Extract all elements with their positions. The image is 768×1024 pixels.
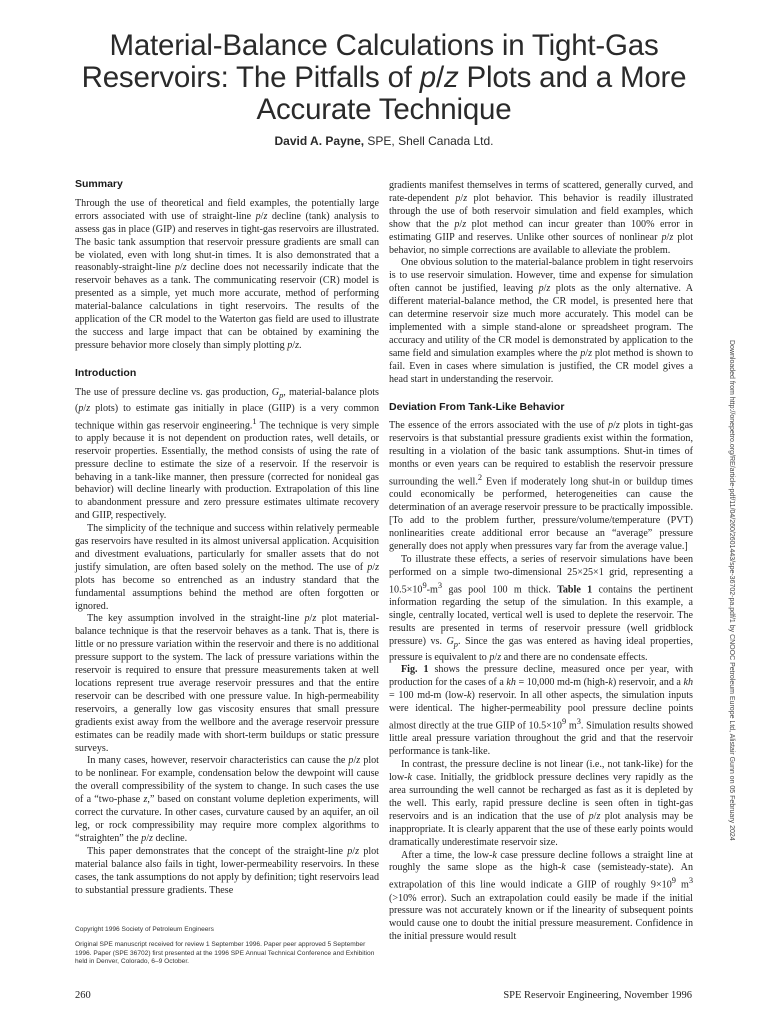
body-paragraph: Fig. 1 shows the pressure decline, measured once per year, with production for the cases of a kh = 10,000 md-m (high-k) reservoir, and a kh = 100 md-m (low-k) reservoir. In all other aspects, the simulation inputs were identical. The higher-permeability pool pressure decline points almost directly at the true GIIP of $10.5\times 10^9$ $m^3$. Simulation results showed little areal pressure variation throughout the grid and that the reservoir performance is tank-like.	[389, 664, 694, 758]
right-column	[389, 180, 693, 944]
body-paragraph: This paper demonstrates that the concept of the straight-line p/z plot material balance also fails in tight, lower-permeability reservoirs. In these cases, the tank assumptions do not apply by definition; tight reservoirs lead to substantial pressure gradients. These	[75, 845, 379, 896]
body-paragraph: One obvious solution to the material-balance problem in tight reservoirs is to use reservoir simulation. However, time and expense for simulation often cannot be justified, leaving p/z plots as the only alternative. A different material-balance method, the CR model, is presented here that can determine reservoir size much more accurately. This model can be implemented with a simple stand-alone or spreadsheet program. The accuracy and utility of the CR model is demonstrated by application to the same field and simulation examples where the p/z plot method is shown to fail. Even in cases where simulation is justified, the CR model gives a head start in understanding the reservoir.	[389, 257, 693, 385]
manuscript-note: Original SPE manuscript received for review 1 September 1996. Paper peer approved 5 September 1996. Paper (SPE 36702) first presented at the 1996 SPE Annual Technical Conference and Exhibition held in Denver, Colorado, 6–9 October.	[75, 941, 375, 966]
section-heading: Summary	[75, 178, 123, 190]
author-name: David A. Payne,	[274, 134, 365, 148]
left-column	[75, 178, 379, 897]
page-number: 260	[75, 990, 91, 1001]
body-paragraph: In many cases, however, reservoir characteristics can cause the p/z plot to be nonlinear. For example, condensation below the dewpoint will cause the overall compressibility of the system to change. In such cases the use of a “two-phase z,” based on constant volume depletion experiments, will correct the curvature. In other cases, curvature caused by an aquifer, an oil leg, or rock compressibility may require more complex algorithms to “straighten” the p/z decline.	[75, 755, 379, 844]
section-heading: Deviation From Tank-Like Behavior	[389, 400, 565, 413]
author-line	[60, 134, 708, 148]
article-title: Material-Balance Calculations in Tight-Gas Reservoirs: The Pitfalls of p/z Plots and a More Accurate Technique	[81, 29, 687, 126]
body-paragraph: The essence of the errors associated with the use of p/z plots in tight-gas reservoirs is that substantial pressure gradients exist within the formation, resulting in a violation of the basic tank assumptions. Shut-in times of months or even years can be required to establish the reservoir pressure surrounding the well.$^2$ Even if moderately long shut-in or buildup times could economically be performed, heterogeneities can cause the determination of an average reservoir pressure to be practically impossible. [To add to the problem further, pressure/volume/temperature (PVT) nonlinearities create additional error because an “average” pressure generally does not apply when pressures vary far from the average value.]	[389, 420, 693, 552]
body-paragraph: Through the use of theoretical and field examples, the potentially large errors associated with use of straight-line p/z decline (tank) analysis to assess gas in place (GIP) and reserves in tight-gas reservoirs are illustrated. The basic tank assumption that reservoir pressure gradients are small can be violated, even with long shut-in times. It is also demonstrated that a reasonably-straight-line p/z decline does not necessarily indicate that the reservoir behaves as a tank. The communicating reservoir (CR) model is presented as a simple, yet much more accurate, method of performing material-balance calculations in tight reservoirs. The results of the application of the CR model to the Waterton gas field are used to illustrate the success and large impact that can be obtained by examining the pressure behavior more closely than simply plotting p/z.	[75, 197, 379, 351]
body-paragraph: In contrast, the pressure decline is not linear (i.e., not tank-like) for the low-k case. Initially, the gridblock pressure declines very rapidly as the area surrounding the well cannot be recharged as fast as it is depleted by the well. This early, rapid pressure decline is seen often in tight-gas reservoirs and is an indication that the use of p/z plot analysis may be inappropriate. It is clearly apparent that the use of these early points would dramatically underestimate reservoir size.	[389, 759, 693, 848]
copyright-note: Copyright 1996 Society of Petroleum Engineers	[75, 926, 214, 933]
body-paragraph: The use of pressure decline vs. gas production, $G_p$, material-balance plots (p/z plots) to estimate gas initially in place (GIIP) is a very common technique within gas reservoir engineering.$^1$ The technique is very simple to apply because it is not dependent on production rates, well details, or reservoir properties. Essentially, the method consists of using the rate of pressure decline to estimate the size of a reservoir. If the reservoir is behaving in a tank-like manner, then pressure (corrected for nonideal gas behavior) will decline linearly with production. Extrapolation of this line to abandonment pressure and zero pressure estimates ultimate recovery and GIIP, respectively.	[75, 386, 379, 522]
download-notice: Downloaded from http://onepetro.org/RE/article-pdf/11/04/260/2601443/spe-36702-pa.pdf/1 by CNOOC Petroleum Europe Ltd, Alistair Gunn on 05 February 2024	[728, 340, 735, 841]
body-paragraph: The simplicity of the technique and success within relatively permeable gas reservoirs have resulted in its almost universal application. Acquisition and divestment evaluations, particularly for smaller assets that do not justify simulation, are often based solely on the method. The use of p/z plots has become so entrenched as an industry standard that the fundamental assumptions behind the method are often forgotten or ignored.	[75, 523, 379, 612]
body-paragraph: The key assumption involved in the straight-line p/z plot material-balance technique is that the reservoir behaves as a tank. That is, there is little or no pressure variation within the reservoir and there is no additional pressure support to the system. The lack of pressure variations within the reservoir is required to ensure that pressure measurements taken at well locations represent true average reservoir pressures and that the entire reservoir can be described with one pressure value. In high-permeability reservoirs, a generally low gas viscosity ensures that small pressure gradients exist away from the wellbore and the average reservoir pressure estimates can be readily made with short-term buildups or static pressure surveys.	[75, 613, 379, 754]
section-heading: Introduction	[75, 366, 137, 379]
body-paragraph: gradients manifest themselves in terms of scattered, generally curved, and rate-dependent p/z plot behavior. This behavior is readily illustrated through the use of both reservoir simulation and field examples, which show that the p/z plot method can incur greater than 100% error in estimating GIIP and reserves. Unlike other sources of nonlinear p/z plot behavior, no simple corrections are available to alleviate the problem.	[389, 180, 694, 256]
body-paragraph: To illustrate these effects, a series of reservoir simulations have been performed on a simple two-dimensional 25×25×1 grid, representing a $10.5\times 10^9-m^3$ gas pool 100 m thick. Table 1 contains the pertinent information regarding the setup of the simulation. In this example, a single, centrally located, vertical well is used to deplete the reservoir. The results are presented in terms of reservoir pressure (well gridblock pressure) vs. $G_p$. Since the gas was entered as having ideal properties, pressure is equivalent to p/z and there are no condensate effects.	[389, 553, 693, 663]
footnotes	[75, 926, 379, 974]
author-affiliation: SPE, Shell Canada Ltd.	[364, 134, 494, 148]
body-paragraph: After a time, the low-k case pressure decline follows a straight line at roughly the same slope as the high-k case (semisteady-state). An extrapolation of this line would indicate a GIIP of roughly $9\times 10^9$ $m^3$ (>10% error). Such an extrapolation could easily be made if the initial pressure was not accurately known or if the linearity of subsequent points would cause one to doubt the initial pressure measurement. Confidence in the initial pressure would result	[389, 849, 694, 943]
journal-footer: SPE Reservoir Engineering, November 1996	[503, 990, 692, 1001]
